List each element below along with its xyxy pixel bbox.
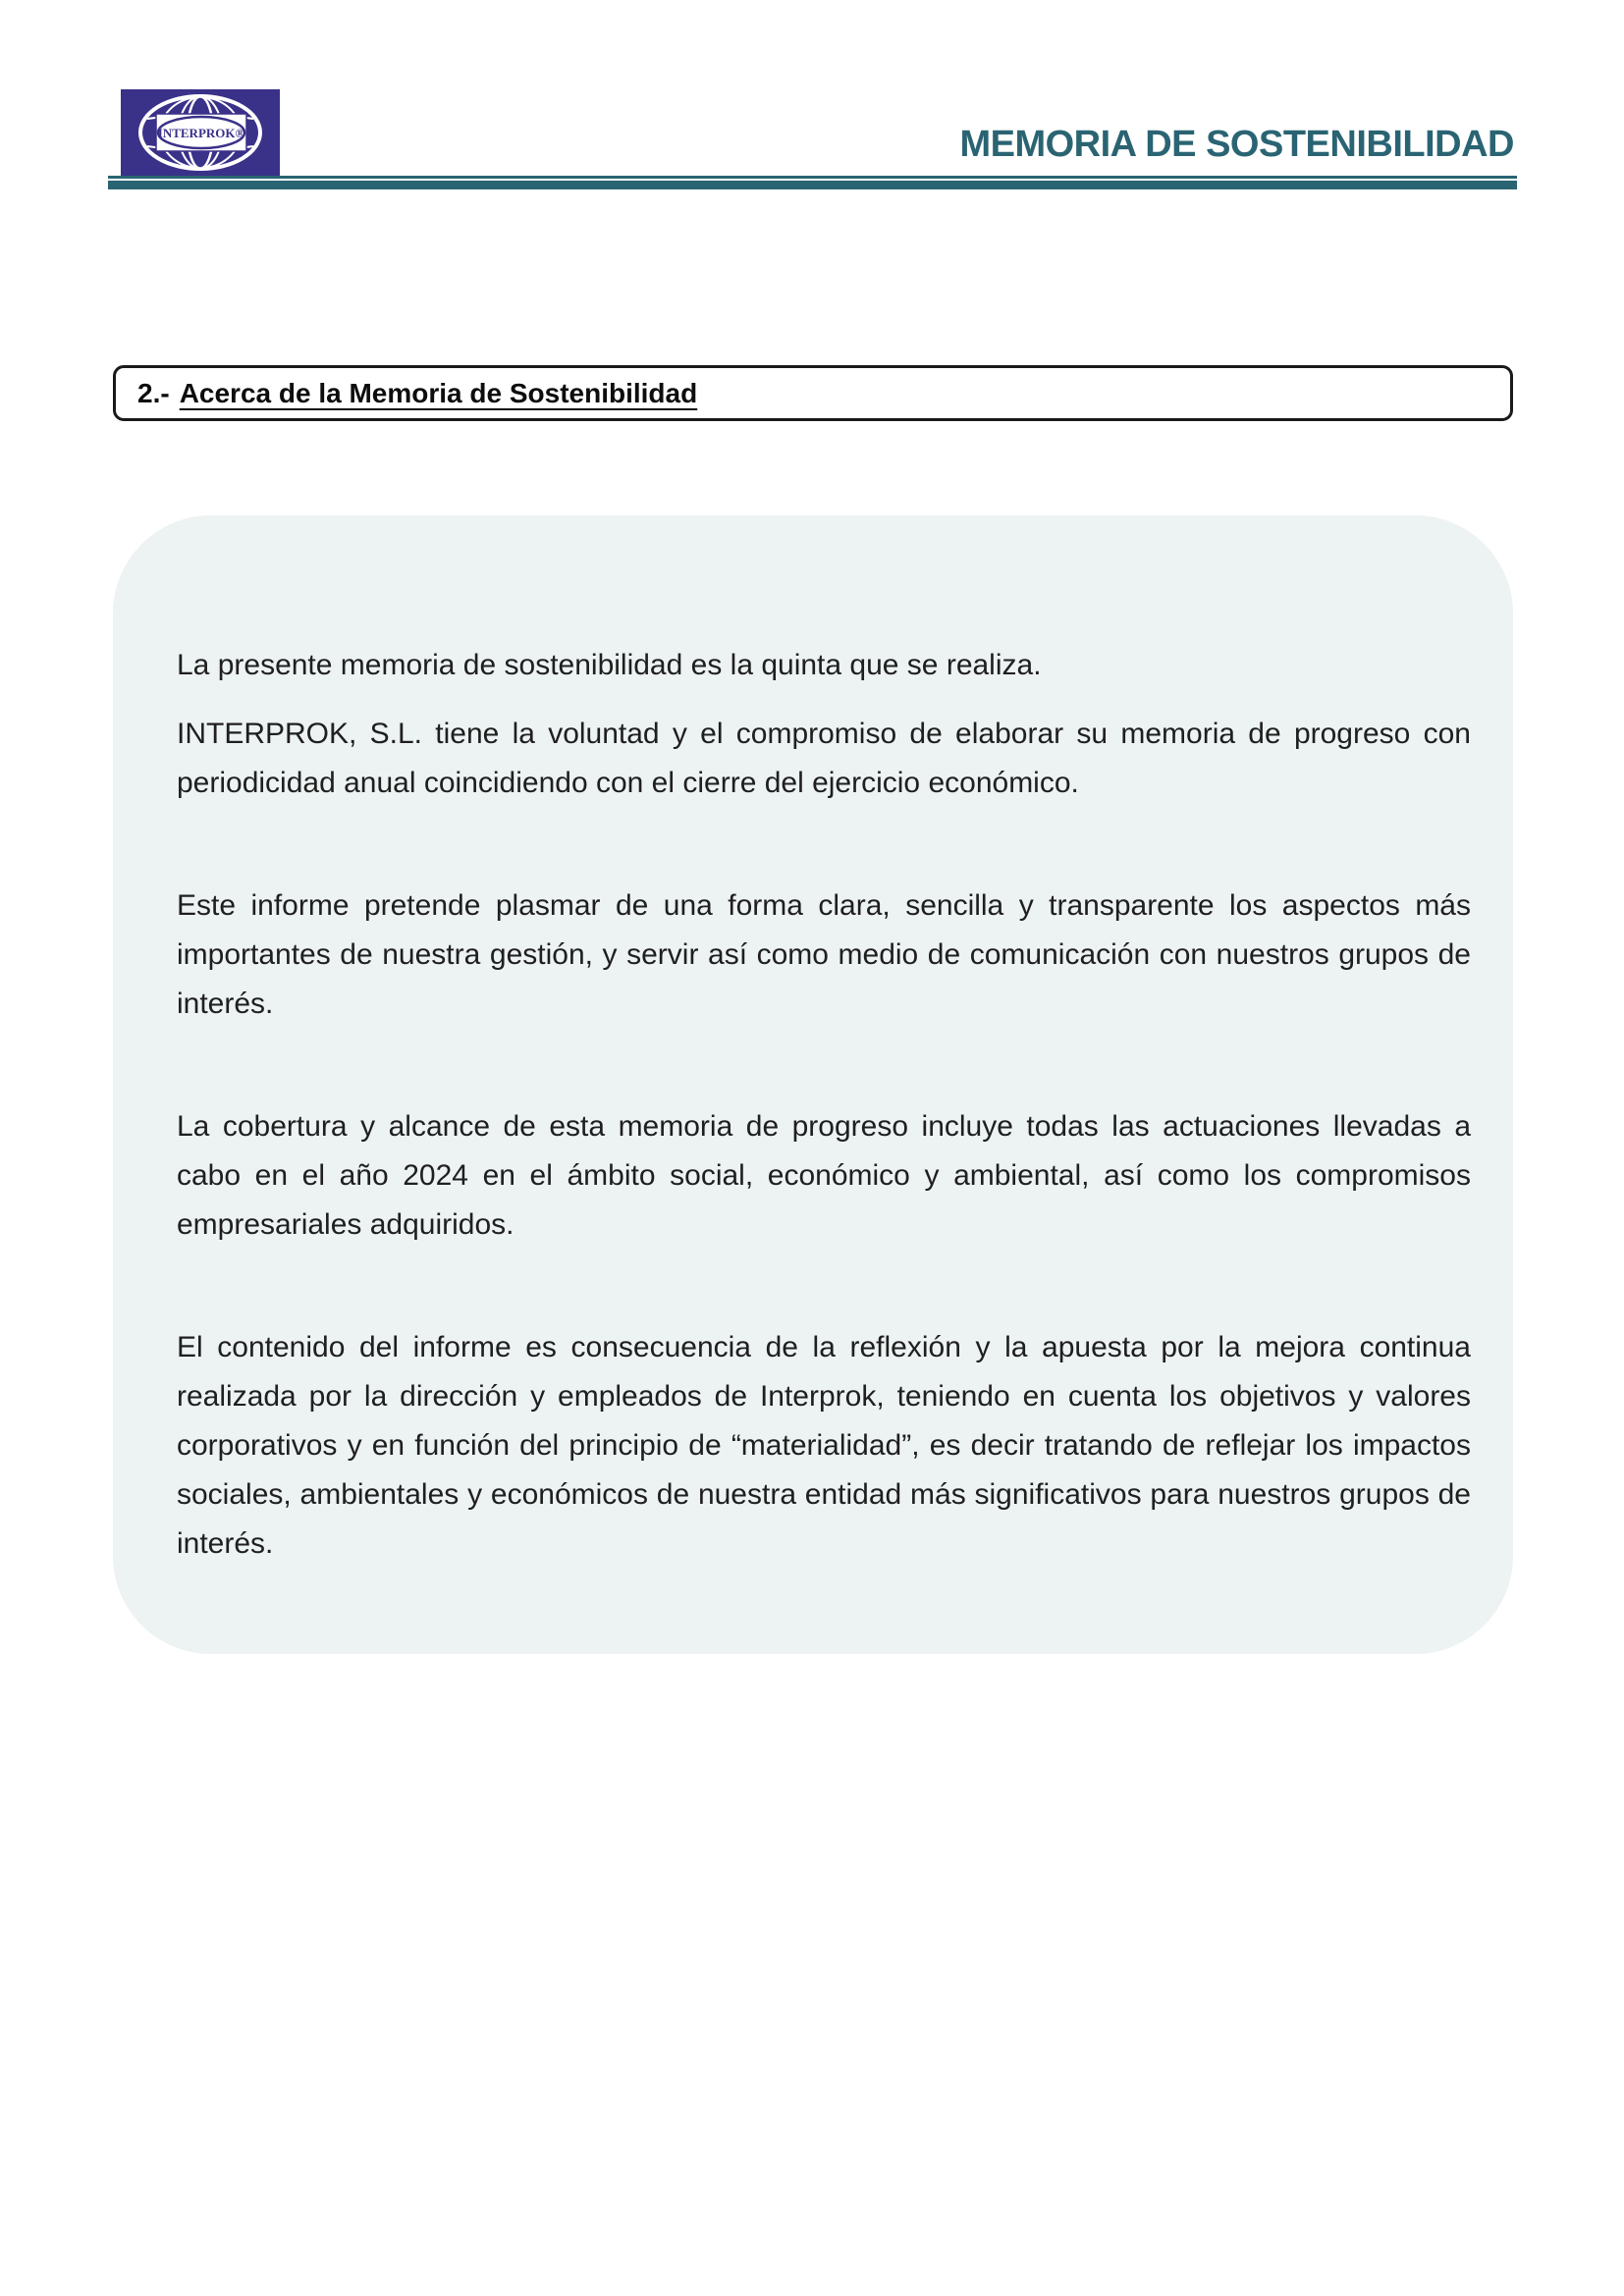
document-title: MEMORIA DE SOSTENIBILIDAD — [959, 124, 1514, 165]
header-rule — [108, 176, 1517, 189]
paragraph-1: La presente memoria de sostenibilidad es la quinta que se realiza. — [177, 649, 1042, 681]
content-panel — [113, 515, 1513, 1654]
paragraph-3: Este informe pretende plasmar de una forma clara, sencilla y transparente los aspectos más importantes de nuestra gestión, y servir así como medio de comunicación con nuestros grupos de interés. — [177, 889, 1471, 1020]
section-title: Acerca de la Memoria de Sostenibilidad — [179, 377, 698, 408]
section-number: 2.- — [137, 377, 170, 408]
paragraph-5: El contenido del informe es consecuencia de la reflexión y la apuesta por la mejora continua realizada por la dirección y empleados de Interprok, teniendo en cuenta los objetivos y valores corporativos y en función del principio de “materialidad”, es decir tratando de reflejar los impactos sociales, ambientales y económicos de nuestra entidad más significativos para nuestros grupos de interés. — [177, 1331, 1471, 1560]
paragraph-2: INTERPROK, S.L. tiene la voluntad y el compromiso de elaborar su memoria de progreso con periodicidad anual coincidiendo con el cierre del ejercicio económico. — [177, 718, 1471, 799]
logo-wordmark: INTERPROK® — [157, 126, 245, 140]
header-rule-thin-line — [108, 176, 1517, 179]
header-rule-thick-line — [108, 181, 1517, 189]
globe-logo-icon — [121, 89, 280, 177]
paragraph-4: La cobertura y alcance de esta memoria de progreso incluye todas las actuaciones llevadas a cabo en el año 2024 en el ámbito social, económico y ambiental, así como los compromisos empresariales adquiridos. — [177, 1110, 1471, 1241]
interprok-logo — [121, 89, 280, 177]
section-heading-box — [113, 365, 1513, 421]
